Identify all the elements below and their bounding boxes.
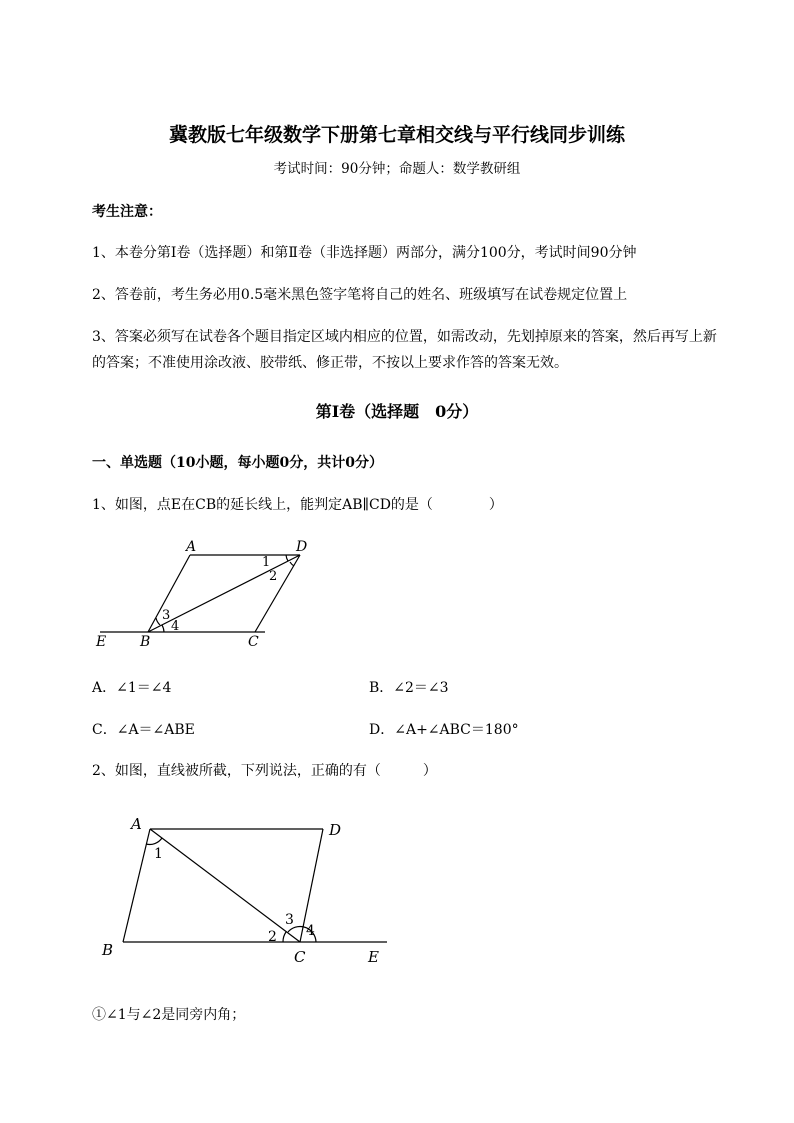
angle-3-label: 3 (285, 912, 294, 928)
part-title: 一、单选题（10小题，每小题0分，共计0分） (92, 455, 383, 471)
notice-heading: 考生注意： (92, 204, 162, 220)
notice-item-3-cont: 的答案；不准使用涂改液、胶带纸、修正带，不按以上要求作答的答案无效。 (92, 355, 568, 371)
page-title: 冀教版七年级数学下册第七章相交线与平行线同步训练 (168, 124, 625, 146)
angle-2-arc (290, 562, 294, 566)
angle-4-arc (162, 625, 164, 632)
section-title: 第I卷（选择题 0分） (315, 402, 479, 421)
question-1-option-a[interactable]: A．∠1＝∠4 (92, 680, 172, 696)
question-2-statement-1: ①∠1与∠2是同旁内角； (92, 1007, 246, 1023)
label-d: D (296, 539, 308, 555)
angle-1-arc (286, 555, 288, 561)
question-1-option-b[interactable]: B．∠2＝∠3 (369, 680, 449, 696)
label-c: C (294, 948, 306, 966)
notice-item-2: 2、答卷前，考生务必用0.5毫米黑色签字笔将自己的姓名、班级填写在试卷规定位置上 (92, 287, 628, 303)
angle-2-arc (283, 932, 286, 942)
label-d: D (329, 821, 342, 839)
label-e: E (368, 948, 379, 966)
label-a: A (131, 815, 142, 833)
angle-4-label: 4 (306, 923, 315, 939)
angle-1-arc (146, 838, 162, 844)
question-1-stem: 1、如图，点E在CB的延长线上，能判定AB∥CD的是（ ） (92, 497, 503, 513)
segment-ac (150, 829, 300, 942)
angle-2-label: 2 (268, 929, 277, 945)
segment-ab (123, 829, 150, 942)
exam-info: 考试时间：90分钟；命题人：数学教研组 (273, 161, 521, 177)
angle-3-arc (156, 618, 160, 625)
angle-3-label: 3 (162, 608, 171, 623)
angle-1-label: 1 (262, 555, 271, 570)
question-1-option-c[interactable]: C．∠A＝∠ABE (92, 722, 195, 738)
angle-1-label: 1 (154, 846, 163, 862)
label-b: B (140, 634, 151, 650)
question-1-option-d[interactable]: D．∠A+∠ABC＝180° (369, 722, 519, 738)
label-b: B (102, 941, 114, 959)
notice-item-1: 1、本卷分第I卷（选择题）和第Ⅱ卷（非选择题）两部分，满分100分，考试时间90分钟 (92, 245, 637, 261)
label-c: C (248, 634, 259, 650)
question-2-stem: 2、如图，直线被所截，下列说法，正确的有（ ） (92, 763, 437, 779)
label-a: A (186, 539, 197, 555)
angle-4-label: 4 (171, 619, 180, 634)
label-e: E (96, 634, 107, 650)
notice-item-3: 3、答案必须写在试卷各个题目指定区域内相应的位置，如需改动，先划掉原来的答案，然后再写上新 (92, 329, 717, 345)
question-2-figure (95, 810, 395, 970)
angle-2-label: 2 (269, 569, 278, 584)
question-1-figure (90, 535, 308, 655)
